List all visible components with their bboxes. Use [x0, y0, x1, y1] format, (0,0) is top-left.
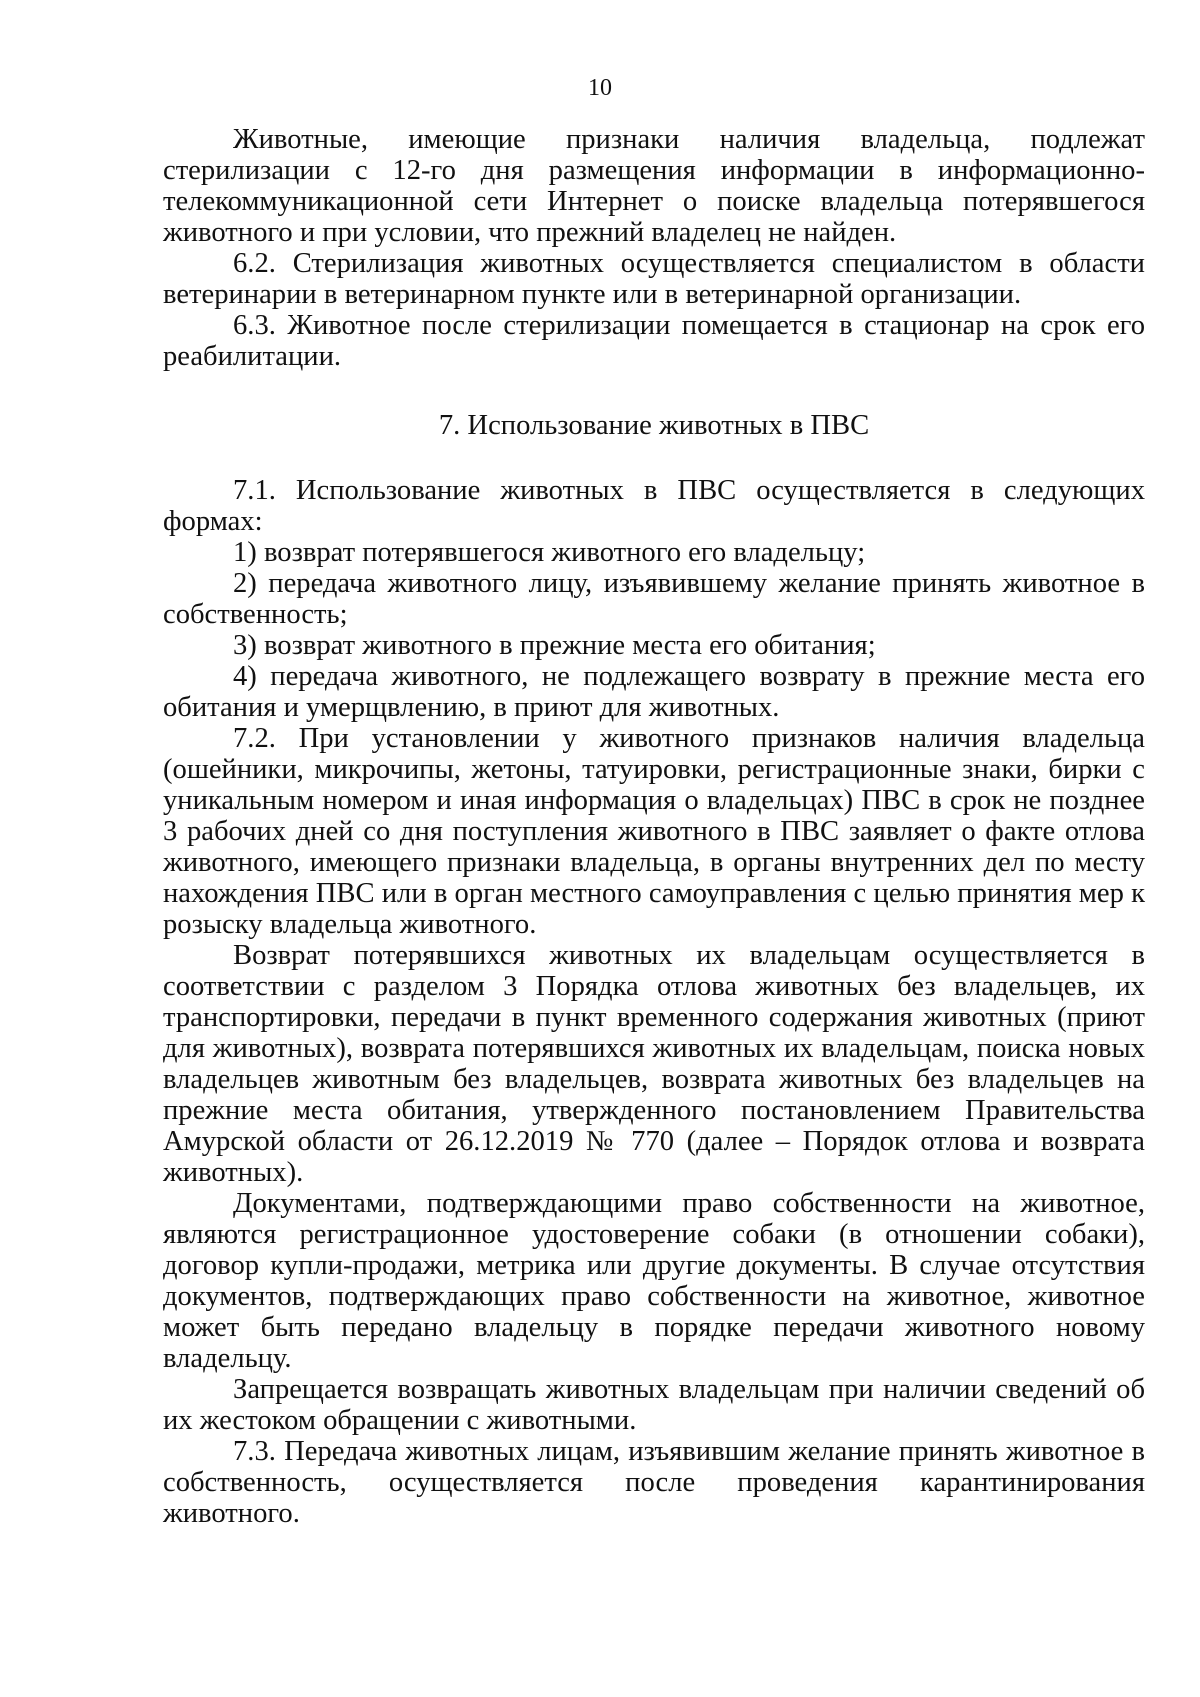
paragraph-return-procedure: Возврат потерявшихся животных их владельцам осуществляется в соответствии с разделом 3 Порядка отлова животных без владельцев, их транспортировки, передачи в пункт временного содержания животных (приют для животных), возврата потерявшихся животных их владельцам, поиска новых владельцев животным без владельцев, возврата животных без владельцев на прежние места обитания, утвержденного постановлением Правительства Амурской области от 26.12.2019 № 770 (далее – Порядок отлова и возврата животных). — [163, 940, 1145, 1188]
paragraph-7-3: 7.3. Передача животных лицам, изъявившим желание принять животное в собственность, осуществляется после проведения карантинирования животного. — [163, 1436, 1145, 1529]
section-heading: 7. Использование животных в ПВС — [438, 410, 870, 441]
list-item-4: 4) передача животного, не подлежащего возврату в прежние места его обитания и умерщвлению, в приют для животных. — [163, 661, 1145, 723]
paragraph-return-prohibition: Запрещается возвращать животных владельцам при наличии сведений об их жестоком обращении с животными. — [163, 1374, 1145, 1436]
document-body — [163, 124, 1145, 1529]
paragraph-7-2: 7.2. При установлении у животного признаков наличия владельца (ошейники, микрочипы, жетоны, татуировки, регистрационные знаки, бирки с уникальным номером и иная информация о владельцах) ПВС в срок не позднее 3 рабочих дней со дня поступления животного в ПВС заявляет о факте отлова животного, имеющего признаки владельца, в органы внутренних дел по месту нахождения ПВС или в орган местного самоуправления с целью принятия мер к розыску владельца животного. — [163, 723, 1145, 940]
paragraph-6-3: 6.3. Животное после стерилизации помещается в стационар на срок его реабилитации. — [163, 310, 1145, 372]
paragraph-6-2: 6.2. Стерилизация животных осуществляется специалистом в области ветеринарии в ветеринарном пункте или в ветеринарной организации. — [163, 248, 1145, 310]
page-number: 10 — [588, 75, 612, 101]
list-item-3: 3) возврат животного в прежние места его обитания; — [233, 630, 876, 661]
list-item-1: 1) возврат потерявшегося животного его владельцу; — [233, 537, 866, 568]
paragraph-7-1: 7.1. Использование животных в ПВС осуществляется в следующих формах: — [163, 475, 1145, 537]
list-item-2: 2) передача животного лицу, изъявившему желание принять животное в собственность; — [163, 568, 1145, 630]
paragraph-ownership-documents: Документами, подтверждающими право собственности на животное, являются регистрационное удостоверение собаки (в отношении собаки), договор купли-продажи, метрика или другие документы. В случае отсутствия документов, подтверждающих право собственности на животное, животное может быть передано владельцу в порядке передачи животного новому владельцу. — [163, 1188, 1145, 1374]
paragraph-animals-with-owner-signs: Животные, имеющие признаки наличия владельца, подлежат стерилизации с 12-го дня размещения информации в информационно-телекоммуникационной сети Интернет о поиске владельца потерявшегося животного и при условии, что прежний владелец не найден. — [163, 124, 1145, 248]
